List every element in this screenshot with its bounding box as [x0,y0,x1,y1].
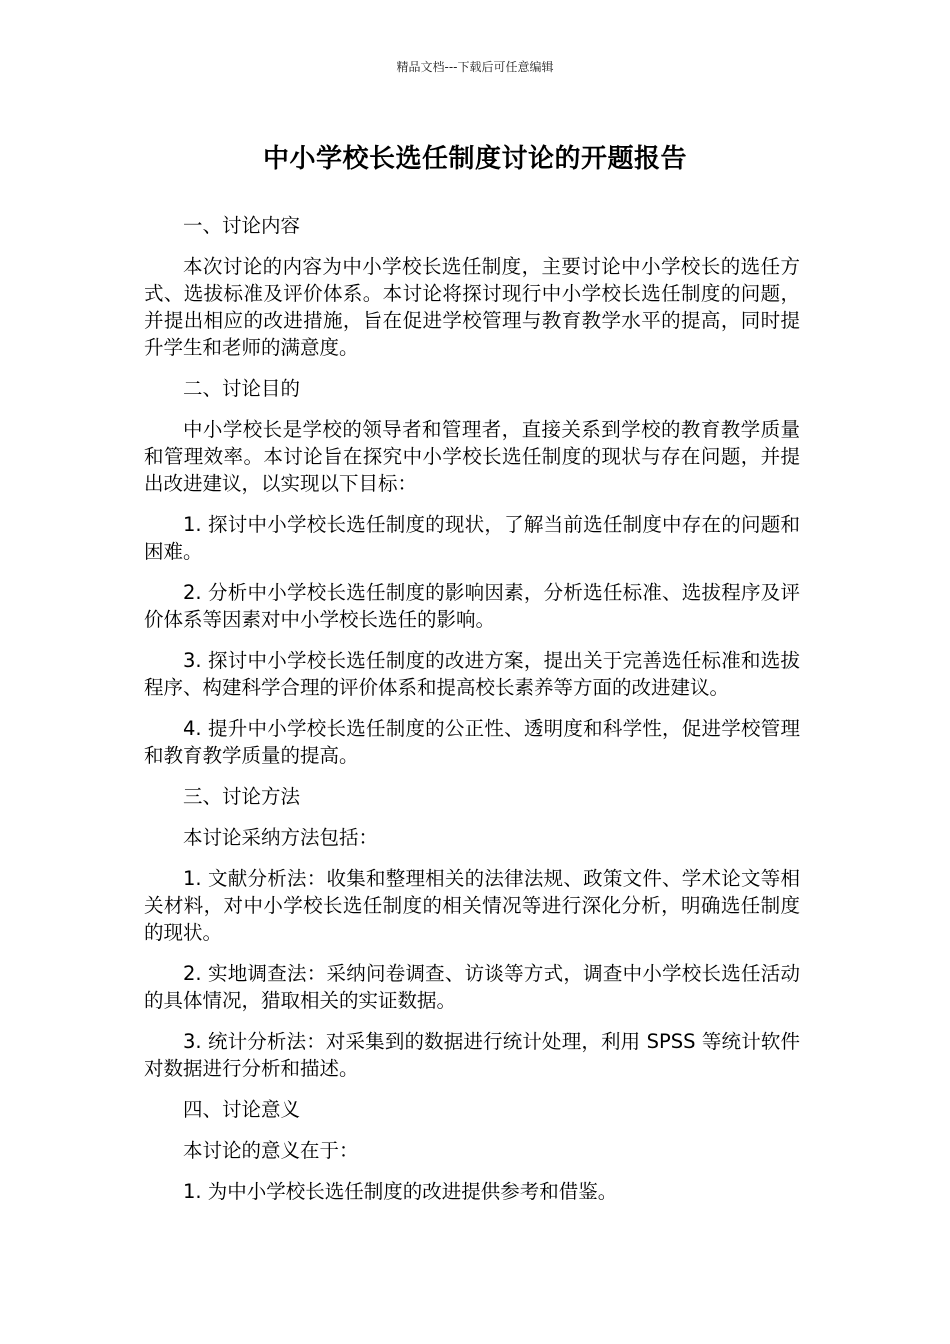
method-item-1: 1. 文献分析法：收集和整理相关的法律法规、政策文件、学术论文等相关材料，对中小学校长选任制度的相关情况等进行深化分析，明确选任制度的现状。 [144,867,800,944]
section-heading-purpose: 二、讨论目的 [183,377,301,400]
purpose-item-3: 3. 探讨中小学校长选任制度的改进方案，提出关于完善选任标准和选拔程序、构建科学合理的评价体系和提高校长素养等方面的改进建议。 [144,649,800,699]
paragraph-content-description: 本次讨论的内容为中小学校长选任制度，主要讨论中小学校长的选任方式、选拔标准及评价体系。本讨论将探讨现行中小学校长选任制度的问题，并提出相应的改进措施，旨在促进学校管理与教育教学水平的提高，同时提升学生和老师的满意度。 [144,255,800,359]
section-heading-content: 一、讨论内容 [183,214,301,237]
page-header-note: 精品文档---下载后可任意编辑 [396,60,554,74]
document-title: 中小学校长选任制度讨论的开题报告 [262,144,687,174]
purpose-item-4: 4. 提升中小学校长选任制度的公正性、透明度和科学性，促进学校管理和教育教学质量的提高。 [144,717,800,767]
method-item-3: 3. 统计分析法：对采集到的数据进行统计处理，利用 SPSS 等统计软件对数据进行分析和描述。 [144,1030,800,1080]
purpose-item-1: 1. 探讨中小学校长选任制度的现状，了解当前选任制度中存在的问题和困难。 [144,513,800,563]
paragraph-significance-intro: 本讨论的意义在于： [183,1139,359,1162]
paragraph-method-intro: 本讨论采纳方法包括： [183,826,379,849]
purpose-item-2: 2. 分析中小学校长选任制度的影响因素，分析选任标准、选拔程序及评价体系等因素对中小学校长选任的影响。 [144,581,800,631]
paragraph-purpose-intro: 中小学校长是学校的领导者和管理者，直接关系到学校的教育教学质量和管理效率。本讨论旨在探究中小学校长选任制度的现状与存在问题，并提出改进建议，以实现以下目标： [144,418,800,495]
section-heading-method: 三、讨论方法 [183,785,301,808]
method-item-2: 2. 实地调查法：采纳问卷调查、访谈等方式，调查中小学校长选任活动的具体情况，猎取相关的实证数据。 [144,962,800,1012]
significance-item-1: 1. 为中小学校长选任制度的改进提供参考和借鉴。 [183,1180,618,1203]
section-heading-significance: 四、讨论意义 [183,1098,301,1121]
document-body [144,212,800,1219]
